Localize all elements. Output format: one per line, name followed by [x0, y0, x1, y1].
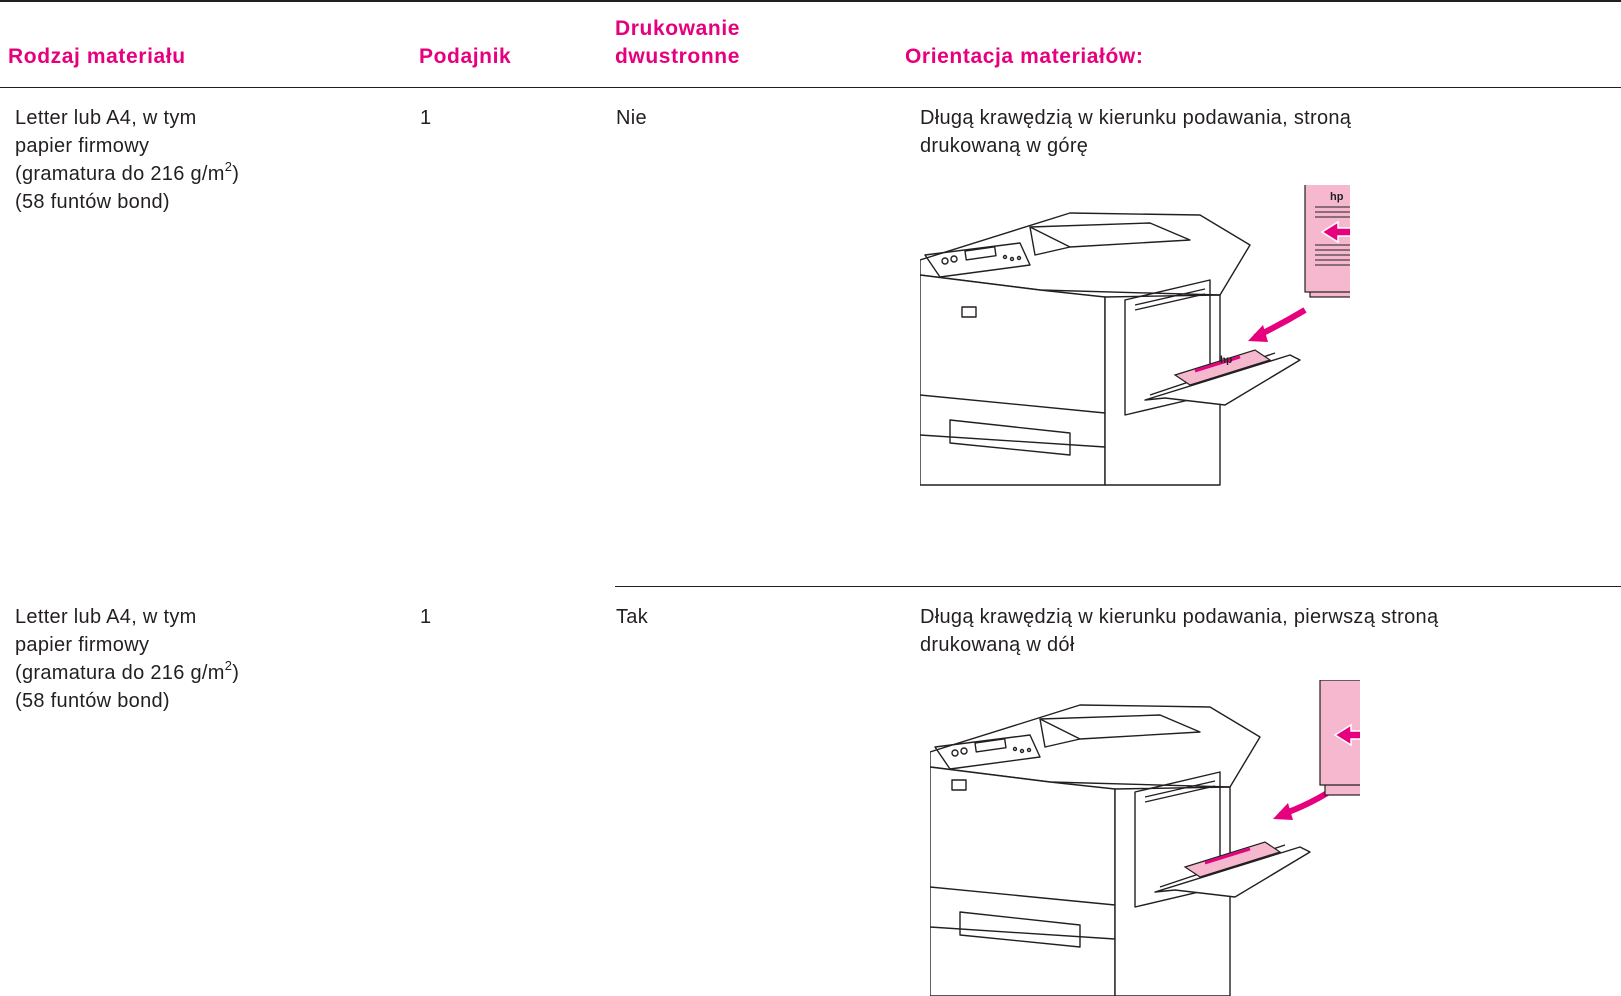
row2-illustration [930, 680, 1360, 996]
paper-stack-icon [1305, 185, 1350, 297]
row1-orientation-line1: Długą krawędzią w kierunku podawania, stroną [920, 107, 1352, 129]
svg-text:hp: hp [1330, 191, 1344, 203]
row1-weight-close: ) [232, 163, 240, 185]
row2-orientation [920, 603, 1610, 659]
header-media-type: Rodzaj materiału [8, 45, 186, 68]
hp-logo-icon: hp [1220, 355, 1233, 366]
row1-weight-exponent: 2 [224, 159, 233, 175]
row2-weight-text: (gramatura do 216 g/m [15, 662, 225, 684]
row2-media-line2: papier firmowy [15, 634, 150, 656]
row1-media-line4: (58 funtów bond) [15, 191, 170, 213]
header-duplex-line1: Drukowanie [615, 17, 741, 40]
row1-media-type [15, 104, 345, 216]
header-duplex [615, 15, 740, 71]
paper-stack-icon [1320, 680, 1360, 795]
row2-orientation-line2: drukowaną w dół [920, 634, 1075, 656]
row1-media-line1: Letter lub A4, w tym [15, 107, 197, 129]
table-top-rule [0, 0, 1621, 2]
row1-illustration [920, 185, 1350, 505]
row2-media-type [15, 603, 345, 715]
row2-media-line1: Letter lub A4, w tym [15, 606, 197, 628]
row1-orientation-line2: drukowaną w górę [920, 135, 1089, 157]
row2-tray: 1 [420, 606, 432, 628]
printer-icon [930, 680, 1360, 996]
row1-tray: 1 [420, 107, 432, 129]
row2-weight-close: ) [232, 662, 240, 684]
header-duplex-line2: dwustronne [615, 45, 740, 68]
row1-media-line2: papier firmowy [15, 135, 150, 157]
header-orientation: Orientacja materiałów: [905, 45, 1144, 68]
row2-media-line3 [15, 659, 345, 687]
printer-icon [920, 185, 1350, 505]
row1-duplex: Nie [616, 107, 647, 129]
table-header-rule [0, 87, 1621, 88]
row1-weight-text: (gramatura do 216 g/m [15, 163, 225, 185]
row-separator [615, 586, 1621, 587]
row2-weight-exponent: 2 [224, 658, 233, 674]
row1-orientation [920, 104, 1610, 160]
row1-media-line3 [15, 160, 345, 188]
row2-orientation-line1: Długą krawędzią w kierunku podawania, pierwszą stroną [920, 606, 1439, 628]
row2-media-line4: (58 funtów bond) [15, 690, 170, 712]
header-tray: Podajnik [419, 45, 512, 68]
row2-duplex: Tak [616, 606, 649, 628]
